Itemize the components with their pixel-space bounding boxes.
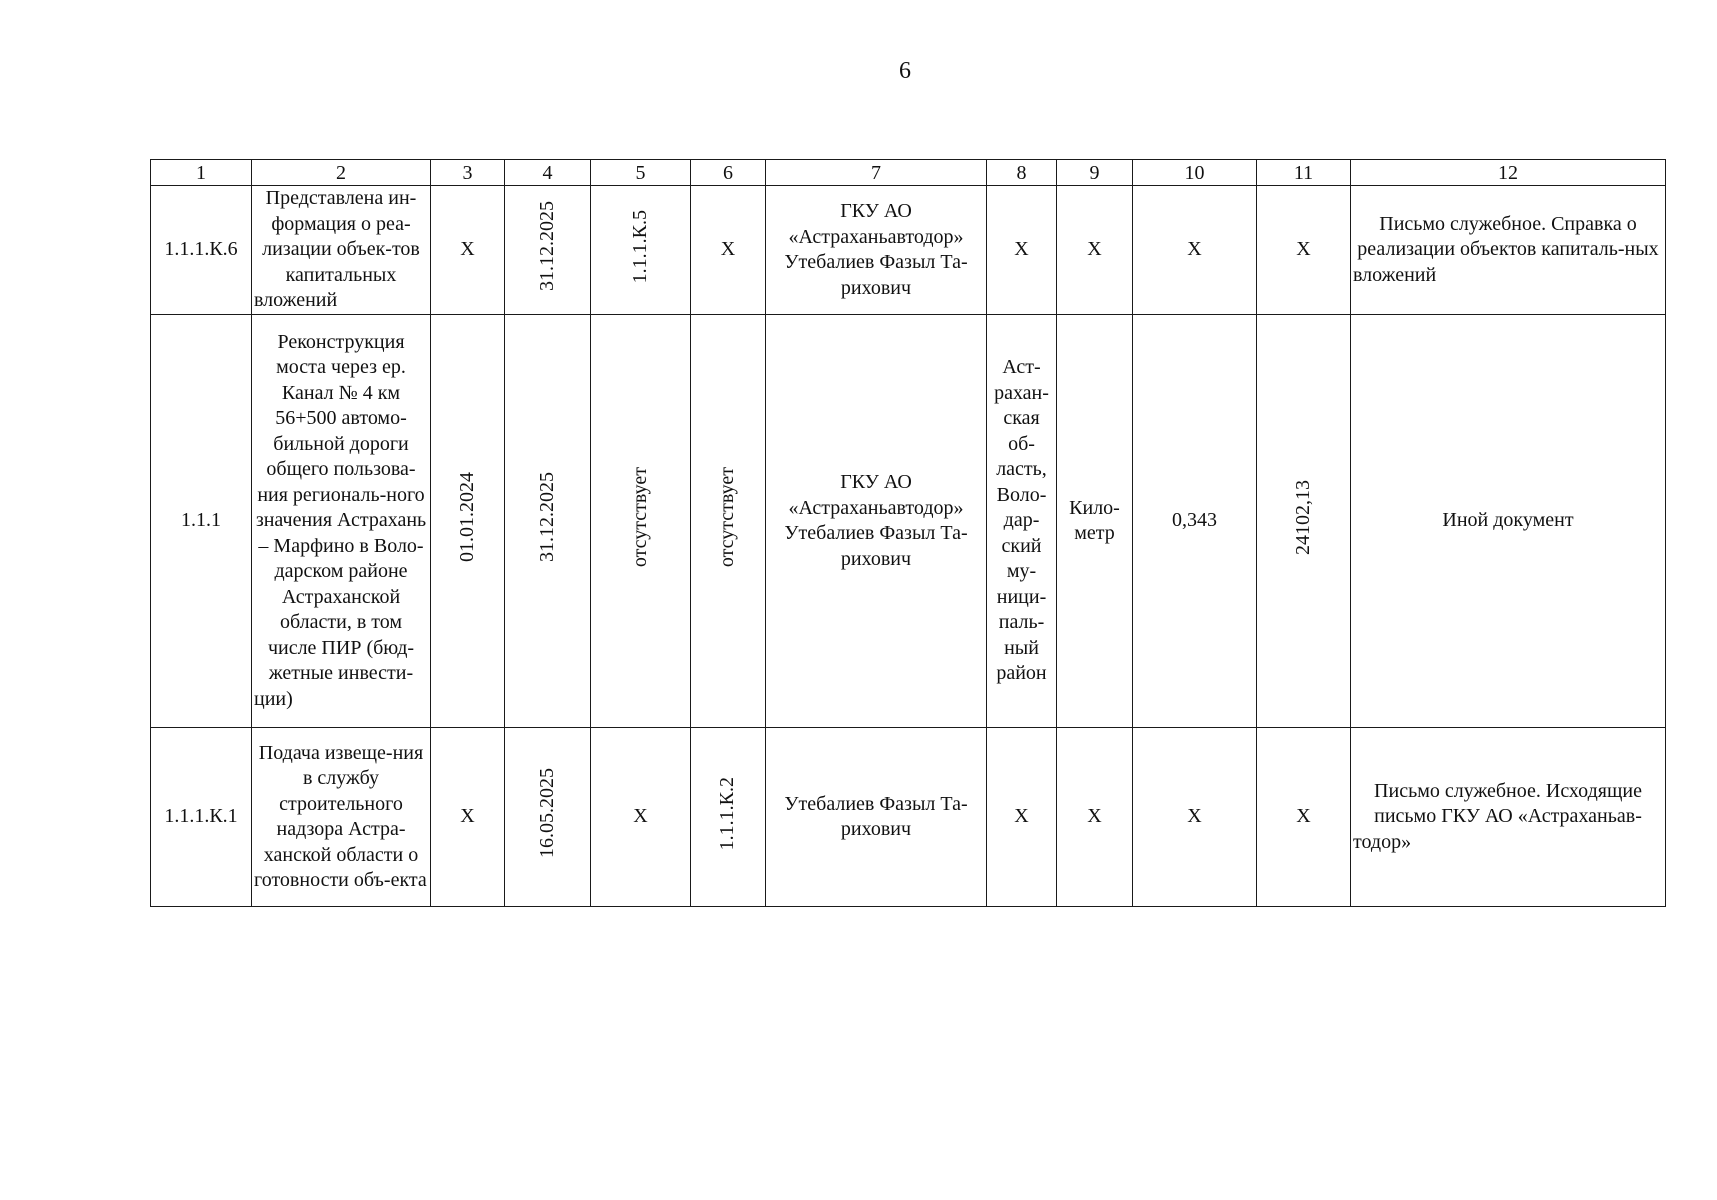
col-header-3: 3 <box>431 160 505 186</box>
location-cell: Аст-рахан-ская об-ласть, Воло-дар-ский му-ници-паль-ный район <box>987 315 1057 728</box>
successor-cell: X <box>691 186 766 315</box>
col-header-11: 11 <box>1257 160 1351 186</box>
amount: 24102,13 <box>1291 479 1314 555</box>
successor-cell <box>691 728 766 907</box>
start-date: 01.01.2024 <box>455 472 478 563</box>
page-number: 6 <box>899 58 911 84</box>
column-number-row <box>151 160 1666 186</box>
row-code: 1.1.1 <box>151 315 252 728</box>
start-date-cell <box>431 315 505 728</box>
successor: отсутствует <box>716 467 739 568</box>
table-row <box>151 728 1666 907</box>
predecessor-cell: X <box>591 728 691 907</box>
unit-cell: X <box>1057 728 1133 907</box>
end-date-cell <box>505 186 591 315</box>
end-date-cell <box>505 728 591 907</box>
responsible-cell: ГКУ АО «Астраханьавтодор» Утебалиев Фазыл Та-рихович <box>766 186 987 315</box>
predecessor-cell <box>591 186 691 315</box>
row-description: Подача извеще-ния в службу строительного надзора Астра-ханской области о готовности объ-екта <box>252 728 431 907</box>
successor-cell <box>691 315 766 728</box>
col-header-1: 1 <box>151 160 252 186</box>
end-date: 16.05.2025 <box>535 768 558 859</box>
col-header-12: 12 <box>1351 160 1666 186</box>
unit-cell: X <box>1057 186 1133 315</box>
col-header-5: 5 <box>591 160 691 186</box>
quantity-cell: X <box>1133 186 1257 315</box>
col-header-6: 6 <box>691 160 766 186</box>
end-date: 31.12.2025 <box>535 201 558 292</box>
row-code: 1.1.1.К.1 <box>151 728 252 907</box>
start-date-cell: X <box>431 186 505 315</box>
plan-table <box>150 159 1666 907</box>
quantity-cell: 0,343 <box>1133 315 1257 728</box>
location-cell: X <box>987 728 1057 907</box>
col-header-7: 7 <box>766 160 987 186</box>
row-code: 1.1.1.К.6 <box>151 186 252 315</box>
col-header-10: 10 <box>1133 160 1257 186</box>
row-description: Реконструкция моста через ер. Канал № 4 км 56+500 автомо-бильной дороги общего пользова-ния региональ-ного значения Астрахань – Марфино в Воло-дарском районе Астраханской области, в том числе ПИР (бюд-жетные инвести-ции) <box>252 315 431 728</box>
amount-cell <box>1257 315 1351 728</box>
row-description: Представлена ин-формация о реа-лизации объек-тов капитальных вложений <box>252 186 431 315</box>
amount-cell: X <box>1257 186 1351 315</box>
end-date: 31.12.2025 <box>535 472 558 563</box>
document-type-cell: Письмо служебное. Исходящие письмо ГКУ АО «Астраханьав-тодор» <box>1351 728 1666 907</box>
col-header-2: 2 <box>252 160 431 186</box>
successor: 1.1.1.К.2 <box>716 776 739 850</box>
document-type-cell: Иной документ <box>1351 315 1666 728</box>
location-cell: X <box>987 186 1057 315</box>
end-date-cell <box>505 315 591 728</box>
unit-cell: Кило-метр <box>1057 315 1133 728</box>
predecessor: отсутствует <box>628 467 651 568</box>
document-type-cell: Письмо служебное. Справка о реализации объектов капиталь-ных вложений <box>1351 186 1666 315</box>
predecessor: 1.1.1.К.5 <box>628 209 651 283</box>
quantity-cell: X <box>1133 728 1257 907</box>
predecessor-cell <box>591 315 691 728</box>
responsible-cell: ГКУ АО «Астраханьавтодор» Утебалиев Фазыл Та-рихович <box>766 315 987 728</box>
table-row <box>151 186 1666 315</box>
col-header-9: 9 <box>1057 160 1133 186</box>
start-date-cell: X <box>431 728 505 907</box>
responsible-cell: Утебалиев Фазыл Та-рихович <box>766 728 987 907</box>
table-row <box>151 315 1666 728</box>
col-header-4: 4 <box>505 160 591 186</box>
col-header-8: 8 <box>987 160 1057 186</box>
amount-cell: X <box>1257 728 1351 907</box>
